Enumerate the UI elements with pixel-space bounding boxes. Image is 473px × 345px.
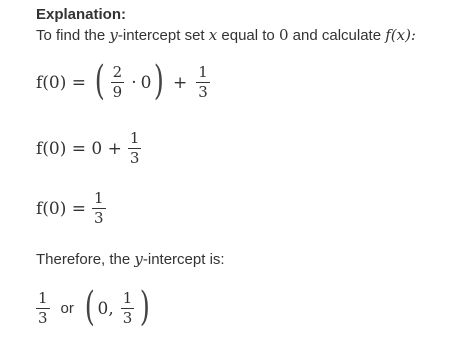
equation-step-3	[36, 190, 109, 227]
intro-after-x: equal to	[217, 27, 279, 44]
step2-frac-num: 1	[129, 129, 140, 147]
left-paren: (	[94, 57, 105, 104]
intro-fx: f(x):	[385, 26, 416, 44]
point-right-paren: )	[140, 283, 151, 330]
equation-step-1	[36, 57, 213, 104]
step1-frac2-den: 3	[198, 83, 208, 101]
step1-fraction	[111, 64, 125, 101]
step1-zero: 0	[140, 72, 152, 93]
intro-sentence	[36, 26, 416, 44]
step1-frac2-num: 1	[198, 63, 208, 81]
answer-point-x: 0,	[97, 298, 114, 319]
answer-line	[36, 283, 153, 330]
step2-fraction	[128, 130, 142, 167]
intro-prefix: To find the	[36, 27, 110, 44]
step1-fraction-2	[196, 64, 210, 101]
step1-plus: +	[173, 72, 188, 93]
step1-frac-num: 2	[112, 63, 123, 81]
therefore-var-y: y	[134, 250, 143, 268]
answer-point-frac-num: 1	[122, 289, 133, 307]
step3-lhs: f(0) =	[36, 198, 87, 219]
therefore-prefix: Therefore, the	[36, 251, 135, 268]
right-paren: )	[154, 57, 165, 104]
equation-step-2	[36, 130, 144, 167]
answer-point-frac-den: 3	[122, 309, 133, 327]
step2-frac-den: 3	[129, 149, 140, 167]
therefore-sentence	[36, 250, 225, 268]
step3-fraction	[92, 190, 106, 227]
intro-var-x: x	[208, 26, 218, 44]
answer-point-fraction	[121, 290, 135, 327]
answer-or-word: or	[60, 300, 74, 317]
step1-lhs: f(0) =	[36, 72, 87, 93]
therefore-suffix: -intercept is:	[142, 251, 225, 268]
step2-lhs: f(0) = 0 +	[36, 138, 122, 159]
answer-fraction	[36, 290, 50, 327]
point-left-paren: (	[84, 283, 95, 330]
step3-frac-num: 1	[94, 189, 104, 207]
answer-frac-num: 1	[38, 289, 48, 307]
intro-zero: 0	[278, 26, 289, 44]
intro-after-zero: and calculate	[288, 27, 386, 44]
answer-frac-den: 3	[38, 309, 48, 327]
intro-middle: -intercept set	[117, 27, 209, 44]
intro-var-y: y	[109, 26, 118, 44]
step1-dot: ·	[131, 72, 137, 93]
step3-frac-den: 3	[94, 209, 104, 227]
step1-frac-den: 9	[112, 83, 123, 101]
explanation-heading: Explanation:	[36, 6, 127, 23]
